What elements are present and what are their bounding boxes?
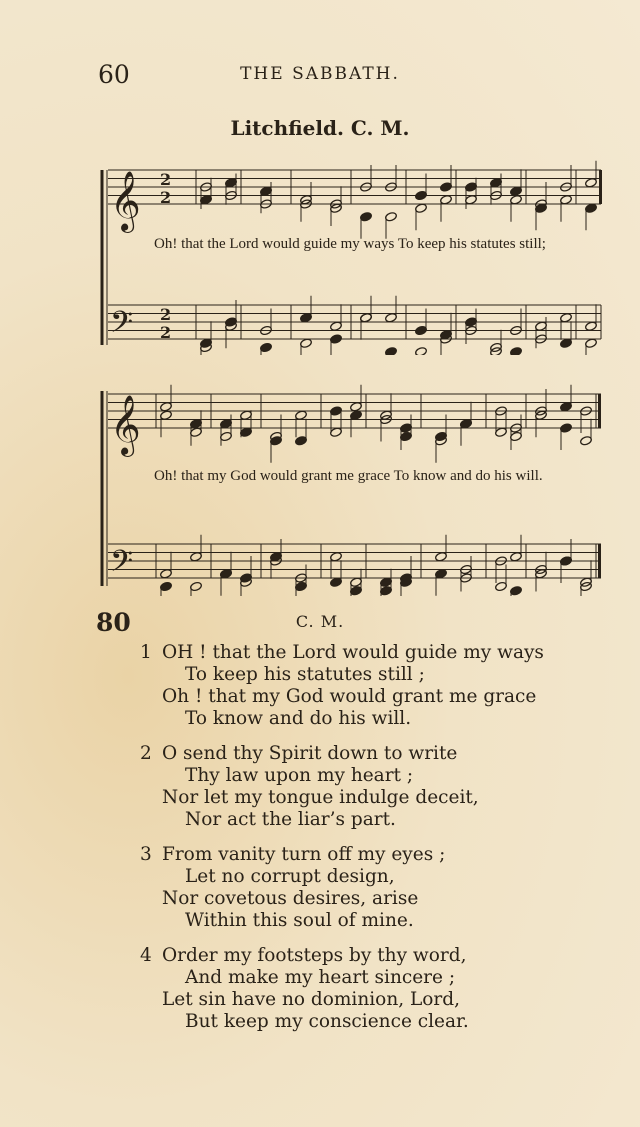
note-head	[415, 190, 428, 201]
time-signature-top: 2	[160, 305, 172, 324]
note-head	[440, 194, 453, 205]
stanza-line: Let no corrupt design,	[185, 866, 395, 887]
note-head	[330, 321, 343, 332]
hymn-number: 80	[96, 608, 131, 637]
note-head	[465, 317, 478, 328]
note-head	[350, 410, 363, 421]
note-head	[400, 431, 413, 442]
verse-text: O send thy Spirit down to write	[162, 743, 458, 764]
stanza-line: Nor covetous desires, arise	[162, 888, 419, 909]
note-head	[190, 418, 203, 429]
note-head	[510, 194, 523, 205]
stanza-line: But keep my conscience clear.	[185, 1011, 469, 1032]
tune-title: Litchfield. C. M.	[230, 116, 410, 140]
lyric-line-1: Oh! that the Lord would guide my ways To keep his statutes still;	[154, 236, 546, 252]
note-head	[510, 346, 523, 355]
note-head	[350, 585, 363, 596]
verse-number: 2	[140, 743, 152, 764]
note-head	[400, 423, 413, 434]
note-head	[440, 182, 453, 193]
treble-clef-icon: 𝄞	[110, 395, 141, 455]
note-head	[510, 431, 523, 442]
note-head	[585, 177, 598, 188]
stanza-line: Nor let my tongue indulge deceit,	[162, 787, 479, 808]
note-head	[330, 334, 343, 345]
note-head	[560, 338, 573, 349]
stanza-4	[140, 945, 620, 1033]
note-head	[465, 182, 478, 193]
note-head	[360, 312, 373, 323]
note-head	[190, 427, 203, 438]
note-head	[220, 418, 233, 429]
note-head	[260, 186, 273, 197]
note-head	[360, 211, 373, 222]
hymn-meter: C. M.	[295, 612, 345, 631]
hymn-verses	[140, 642, 620, 1046]
note-head	[535, 321, 548, 332]
note-head	[385, 211, 398, 222]
note-head	[160, 401, 173, 412]
note-head	[380, 577, 393, 588]
stanza-line: To keep his statutes still ;	[185, 664, 425, 685]
note-head	[495, 427, 508, 438]
verse-text: From vanity turn off my eyes ;	[162, 844, 446, 865]
note-head	[240, 410, 253, 421]
note-head	[385, 346, 398, 355]
verse-number: 3	[140, 844, 152, 865]
note-head	[330, 406, 343, 417]
treble-notes-2	[160, 385, 593, 463]
note-head	[300, 312, 313, 323]
stanza-3	[140, 844, 620, 932]
stanza-line: To know and do his will.	[185, 708, 412, 729]
note-head	[510, 551, 523, 562]
note-head	[200, 194, 213, 205]
page-header	[0, 60, 640, 90]
note-head	[385, 312, 398, 323]
stanza-line: Oh ! that my God would grant me grace	[162, 686, 537, 707]
note-head	[160, 410, 173, 421]
note-head	[260, 342, 273, 353]
verse-text: OH ! that the Lord would guide my ways	[162, 642, 544, 663]
note-head	[190, 551, 203, 562]
note-head	[220, 431, 233, 442]
note-head	[415, 346, 428, 355]
note-head	[225, 177, 238, 188]
music-system-1	[96, 150, 606, 355]
time-signature-bottom: 2	[160, 323, 172, 342]
running-head: THE SABBATH.	[240, 64, 400, 84]
note-head	[495, 581, 508, 592]
note-head	[435, 568, 448, 579]
note-head	[300, 338, 313, 349]
note-head	[415, 325, 428, 336]
stanza-line: Nor act the liar’s part.	[185, 809, 396, 830]
note-head	[160, 568, 173, 579]
note-head	[510, 186, 523, 197]
bass-staff-1	[108, 305, 601, 339]
note-head	[460, 418, 473, 429]
note-head	[585, 321, 598, 332]
note-head	[465, 194, 478, 205]
note-head	[330, 551, 343, 562]
note-head	[560, 312, 573, 323]
note-head	[270, 435, 283, 446]
score-system-2	[96, 376, 606, 596]
note-head	[295, 435, 308, 446]
note-head	[240, 427, 253, 438]
time-signature-top: 2	[160, 170, 172, 189]
stanza-line	[140, 945, 620, 967]
page-number: 60	[98, 60, 130, 89]
note-head	[330, 427, 343, 438]
note-head	[435, 551, 448, 562]
bass-clef-icon: 𝄢	[110, 545, 134, 586]
final-bar	[598, 544, 601, 578]
verse-number: 4	[140, 945, 152, 966]
music-system-2	[96, 376, 606, 596]
stanza-line: And make my heart sincere ;	[185, 967, 456, 988]
note-head	[350, 401, 363, 412]
treble-clef-icon: 𝄞	[110, 171, 141, 231]
lyric-line-2: Oh! that my God would grant me grace To know and do his will.	[154, 468, 543, 484]
note-head	[330, 577, 343, 588]
stanza-2	[140, 743, 620, 831]
note-head	[415, 203, 428, 214]
note-head	[350, 577, 363, 588]
note-head	[295, 581, 308, 592]
bass-staff-2	[108, 544, 601, 578]
stanza-line: Within this soul of mine.	[185, 910, 414, 931]
stanza-line: Let sin have no dominion, Lord,	[162, 989, 460, 1010]
stanza-1	[140, 642, 620, 730]
time-signature-bottom: 2	[160, 188, 172, 207]
note-head	[585, 203, 598, 214]
stanza-line	[140, 743, 620, 765]
note-head	[535, 203, 548, 214]
note-head	[295, 410, 308, 421]
note-head	[580, 435, 593, 446]
note-head	[490, 177, 503, 188]
final-bar	[598, 394, 601, 428]
bass-clef-icon: 𝄢	[110, 306, 134, 347]
note-head	[380, 585, 393, 596]
note-head	[190, 581, 203, 592]
note-head	[585, 338, 598, 349]
note-head	[560, 194, 573, 205]
note-head	[270, 551, 283, 562]
verse-text: Order my footsteps by thy word,	[162, 945, 467, 966]
verse-number: 1	[140, 642, 152, 663]
treble-notes-1	[200, 161, 598, 239]
stanza-line	[140, 642, 620, 664]
stanza-line	[140, 844, 620, 866]
note-head	[560, 423, 573, 434]
stanza-line: Thy law upon my heart ;	[185, 765, 414, 786]
final-bar	[599, 170, 602, 204]
note-head	[510, 585, 523, 596]
note-head	[560, 401, 573, 412]
note-head	[160, 581, 173, 592]
treble-staff-1	[108, 170, 601, 204]
